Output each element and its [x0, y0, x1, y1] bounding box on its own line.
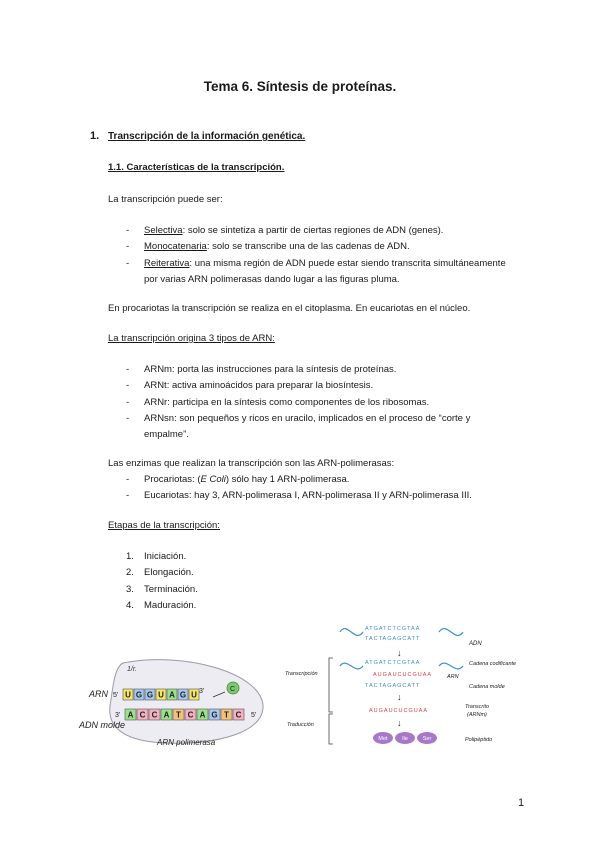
dna-base: C [151, 710, 158, 720]
page-title: Tema 6. Síntesis de proteínas. [203, 79, 397, 94]
translation-label: Traducción [287, 722, 314, 728]
rna-base: U [191, 690, 197, 700]
rna-types-heading: La transcripción origina 3 tipos de ARN: [108, 333, 275, 344]
polypeptide-label: Polipéptido [465, 737, 493, 743]
list-item [108, 598, 198, 614]
term: Reiterativa [144, 257, 190, 269]
species-name: E Coli [200, 474, 226, 485]
bracket [329, 658, 333, 712]
section-1-title: Transcripción de la información genética. [108, 131, 306, 142]
list-item [108, 565, 198, 581]
dna-base: C [235, 710, 242, 720]
coding-label: Cadena codificante [469, 661, 517, 667]
transcript-label-2: (ARNm) [467, 712, 487, 718]
stage-number: 3. [126, 583, 134, 595]
list-item [108, 549, 198, 565]
amino-acid-label: Ile [402, 736, 408, 742]
rna-base: G [146, 690, 154, 700]
amino-acid-label: Ser [422, 736, 432, 742]
list-item [108, 223, 508, 239]
arn-label: ARN [447, 674, 459, 680]
arn-label: ARN [89, 689, 109, 699]
section-1-heading [90, 130, 305, 142]
stages-heading: Etapas de la transcripción: [108, 520, 220, 531]
location-paragraph: En procariotas la transcripción se realiza en el citoplasma. En eucariotas en el núcleo. [108, 303, 471, 314]
adn-label: ADN [469, 641, 482, 647]
transcription-label: Transcripción [285, 671, 318, 677]
dna-bottom-sequence: TACTAGAGCATT [365, 636, 421, 642]
list-item [108, 582, 198, 598]
rna-base: G [135, 690, 143, 700]
stage-label: Terminación. [144, 583, 198, 595]
list-item [108, 239, 508, 255]
dna-base: A [199, 710, 206, 720]
list-item: - ARNt: activa aminoácidos para preparar la biosíntesis. [108, 378, 508, 394]
term-description: : solo se transcribe una de las cadenas de ADN. [206, 241, 410, 253]
polymerase-label: ARN polimerasa [157, 738, 216, 747]
dna-top-sequence: ATGATCTCGTAA [365, 626, 421, 632]
polypeptide-chain [373, 732, 437, 744]
term-description: : una misma región de ADN puede estar siendo transcrita simultáneamente por varias ARN polimerasas dando lugar a las figuras pluma. [144, 257, 506, 285]
stage-number: 1. [126, 551, 134, 562]
rna-polymerase-figure [75, 655, 285, 750]
rna-base: U [158, 690, 164, 700]
five-prime-dna: 5' [251, 712, 257, 719]
coding-sequence: ATGATCTCGTAA [365, 660, 421, 666]
rna-base: U [125, 690, 131, 700]
list-item [108, 472, 508, 488]
rna-base: G [179, 690, 187, 700]
arrow-icon: ↓ [397, 692, 402, 702]
stage-label: Iniciación. [144, 551, 187, 562]
template-label: Cadena molde [469, 684, 505, 690]
stage-number: 4. [126, 599, 134, 611]
dna-base: G [211, 710, 218, 720]
amino-acid-label: Met [378, 736, 388, 742]
dna-base: C [139, 710, 146, 720]
stage-label: Elongación. [144, 567, 194, 579]
section-1-number: 1. [90, 130, 100, 142]
enzymes-paragraph: Las enzimas que realizan la transcripción son las ARN-polimerasas: [108, 458, 395, 469]
intro-paragraph: La transcripción puede ser: [108, 194, 223, 205]
dna-base: T [224, 710, 229, 720]
three-prime-rna: 3' [199, 688, 205, 695]
bracket [329, 714, 333, 744]
list-item: - ARNsn: son pequeños y ricos en uracilo, implicados en el proceso de “corte y empalme”. [108, 411, 508, 444]
transcription-types-list [108, 223, 508, 288]
dna-base: A [163, 710, 170, 720]
transcription-scheme [285, 620, 530, 750]
rna-types-list [108, 362, 508, 443]
stage-label: Maduración. [144, 599, 197, 611]
term: Selectiva [144, 225, 183, 236]
transcript-label: Transcrito [465, 704, 490, 710]
rna-strand [123, 689, 199, 700]
arrow-icon: ↓ [397, 718, 402, 728]
top-mark: 1/r. [127, 666, 137, 673]
rna-inner-sequence: AUGAUCUCGUAA [373, 672, 433, 678]
dna-base: T [176, 710, 181, 720]
stage-number: 2. [126, 567, 134, 579]
enzymes-list [108, 472, 508, 505]
mrna-sequence: AUGAUCUCGUAA [369, 708, 429, 714]
stages-list [108, 549, 198, 614]
list-item: - ARNr: participa en la síntesis como componentes de los ribosomas. [108, 395, 508, 411]
page-number: 1 [518, 797, 525, 809]
enzyme-text: Procariotas: ( [144, 474, 201, 485]
arrow-icon: ↓ [397, 648, 402, 658]
template-sequence: TACTAGAGCATT [365, 683, 421, 689]
dna-base: A [127, 710, 134, 720]
term: Monocatenaria [144, 241, 207, 253]
three-prime-dna: 3' [115, 712, 121, 719]
incoming-base: C [230, 686, 236, 693]
five-prime-rna: 5' [113, 692, 119, 699]
list-item [108, 256, 508, 289]
adn-molde-label: ADN molde [79, 720, 126, 730]
list-item: - Eucariotas: hay 3, ARN-polimerasa I, ARN-polimerasa II y ARN-polimerasa III. [108, 488, 508, 504]
rna-base: A [169, 690, 175, 700]
enzyme-text: ) sólo hay 1 ARN-polimerasa. [225, 474, 350, 485]
dna-base: C [187, 710, 194, 720]
list-item: - ARNm: porta las instrucciones para la síntesis de proteínas. [108, 362, 508, 378]
term-description: : solo se sintetiza a partir de ciertas regiones de ADN (genes). [182, 225, 444, 236]
section-1-1-heading: 1.1. Características de la transcripción. [108, 162, 285, 173]
